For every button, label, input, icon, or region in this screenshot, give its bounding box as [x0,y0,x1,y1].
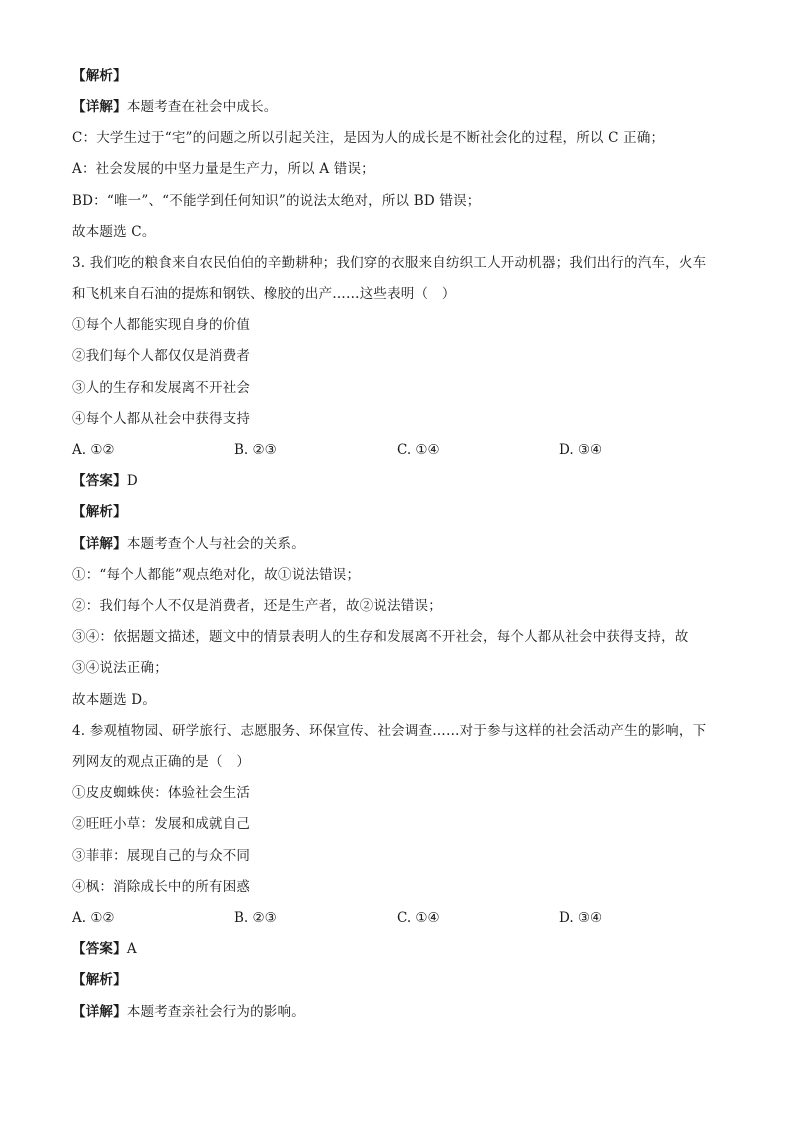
answer-line: 【答案】D [72,473,138,489]
statement-line: ③菲菲：展现自己的与众不同 [72,848,251,864]
question-4-stem-cont: 列网友的观点正确的是（ ） [72,754,251,770]
option-c: C. ①④ [397,910,440,926]
option-c: C. ①④ [397,442,440,458]
option-b: B. ②③ [234,910,277,926]
answer-line: 【答案】A [72,941,137,957]
question-3-stem: 3. 我们吃的粮食来自农民伯伯的辛勤耕种；我们穿的衣服来自纺织工人开动机器；我们出行的汽车，火车 [72,255,707,271]
text-line: A：社会发展的中坚力量是生产力，所以 A 错误； [72,161,375,177]
analysis-heading: 【解析】 [72,972,127,988]
text-line: ③④：依据题文描述，题文中的情景表明人的生存和发展离不开社会，每个人都从社会中获得支持，故 [72,629,689,645]
text-line: C：大学生过于“宅”的问题之所以引起关注，是因为人的成长是不断社会化的过程，所以 C 正确； [72,130,665,146]
option-a: A. ①② [72,442,115,458]
statement-line: ④枫：消除成长中的所有困惑 [72,879,251,895]
statement-line: ①皮皮蜘蛛侠：体验社会生活 [72,785,251,801]
detail-line: 【详解】本题考查亲社会行为的影响。 [72,1004,305,1020]
text-line: ②：我们每个人不仅是消费者，还是生产者，故②说法错误； [72,598,442,614]
detail-line: 【详解】本题考查在社会中成长。 [72,99,278,115]
option-d: D. ③④ [559,442,603,458]
statement-line: ②旺旺小草：发展和成就自己 [72,816,251,832]
analysis-heading: 【解析】 [72,68,127,84]
question-3-options [72,440,732,460]
statement-line: ①每个人都能实现自身的价值 [72,317,251,333]
statement-line: ②我们每个人都仅仅是消费者 [72,348,251,364]
statement-line: ③人的生存和发展离不开社会 [72,380,251,396]
analysis-heading: 【解析】 [72,504,127,520]
statement-line: ④每个人都从社会中获得支持 [72,411,251,427]
text-line: 故本题选 D。 [72,692,157,708]
text-line: ③④说法正确； [72,660,168,676]
text-line: BD：“唯一”、“不能学到任何知识”的说法太绝对，所以 BD 错误； [72,193,481,209]
text-line: 故本题选 C。 [72,224,156,240]
question-4-stem: 4. 参观植物园、研学旅行、志愿服务、环保宣传、社会调查……对于参与这样的社会活动产生的影响，下 [72,723,707,739]
option-a: A. ①② [72,910,115,926]
option-b: B. ②③ [234,442,277,458]
question-4-options [72,908,732,928]
text-line: ①：“每个人都能”观点绝对化，故①说法错误； [72,567,361,583]
detail-line: 【详解】本题考查个人与社会的关系。 [72,536,305,552]
option-d: D. ③④ [559,910,603,926]
question-3-stem-cont: 和飞机来自石油的提炼和钢铁、橡胶的出产……这些表明（ ） [72,286,456,302]
